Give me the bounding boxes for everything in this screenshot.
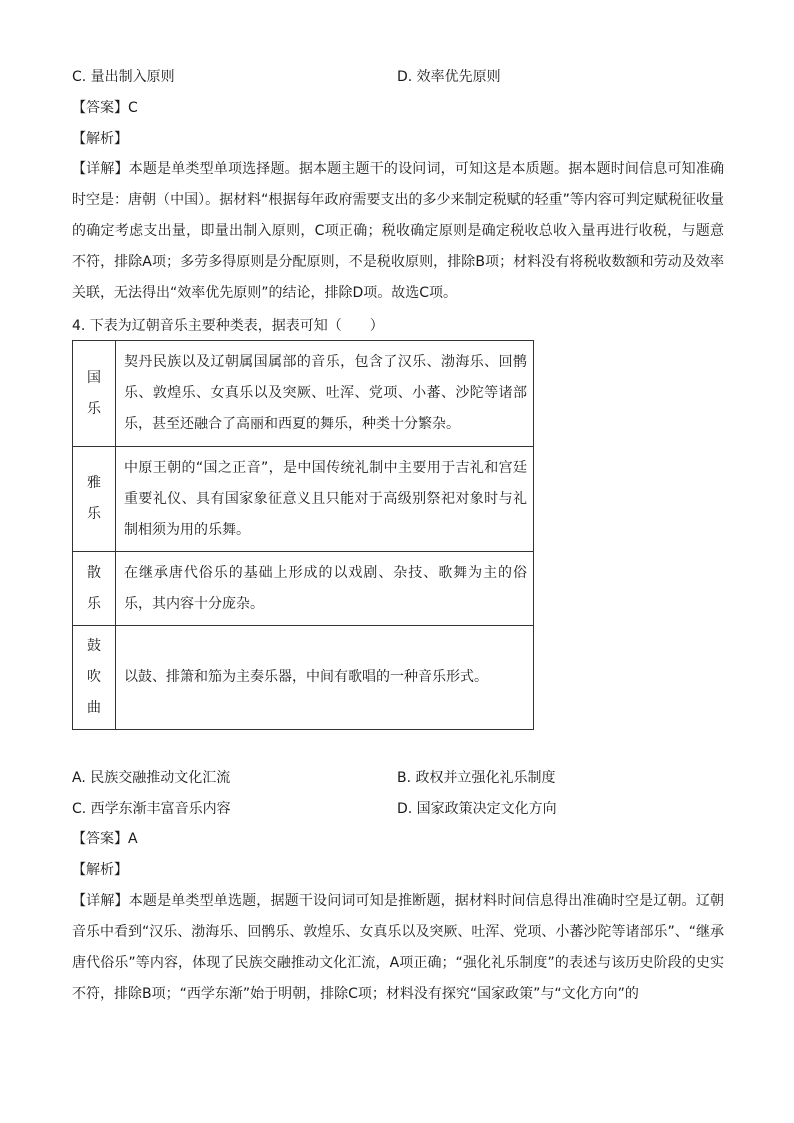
category-char: 鼓 — [87, 638, 101, 654]
category-cell — [73, 341, 116, 447]
category-cell — [73, 552, 116, 626]
table-row — [73, 341, 534, 447]
table-row — [73, 552, 534, 626]
description-cell: 契丹民族以及辽朝属国属部的音乐，包含了汉乐、渤海乐、回鹘乐、敦煌乐、女真乐以及突厥、吐浑、党项、小蕃、沙陀等诸部乐，甚至还融合了高丽和西夏的舞乐，种类十分繁杂。 — [116, 341, 534, 447]
category-char: 乐 — [87, 400, 101, 417]
q4-option-c: C. 西学东渐丰富音乐内容 — [72, 801, 231, 817]
table-row — [73, 447, 534, 552]
category-char: 吹 — [87, 669, 101, 685]
q4-option-a: A. 民族交融推动文化汇流 — [72, 770, 231, 786]
q3-detail: 【详解】本题是单类型单项选择题。据本题主题干的设问词，可知这是本质题。据本题时间信息可知准确时空是：唐朝（中国）。据材料“根据每年政府需要支出的多少来制定税赋的轻重”等内容可判定赋税征收量的确定考虑支出量，即量出制入原则，C项正确；税收确定原则是确定税收总收入量再进行收税，与题意不符，排除A项；多劳多得原则是分配原则，不是税收原则，排除B项；材料没有将税收数额和劳动及效率关联，无法得出“效率优先原则”的结论，排除D项。故选C项。 — [72, 161, 724, 301]
description-cell: 在继承唐代俗乐的基础上形成的以戏剧、杂技、歌舞为主的俗乐，其内容十分庞杂。 — [116, 552, 534, 626]
q4-detail: 【详解】本题是单类型单选题，据题干设问词可知是推断题，据材料时间信息得出准确时空是辽朝。辽朝音乐中看到“汉乐、渤海乐、回鹘乐、敦煌乐、女真乐以及突厥、吐浑、党项、小蕃沙陀等诸部乐”、“继承唐代俗乐”等内容，体现了民族交融推动文化汇流，A项正确；“强化礼乐制度”的表述与该历史阶段的史实不符，排除B项；“西学东渐”始于明朝，排除C项；材料没有探究“国家政策”与“文化方向”的 — [72, 893, 724, 1002]
category-cell — [73, 447, 116, 552]
q4-option-b: B. 政权并立强化礼乐制度 — [397, 770, 556, 786]
category-char: 散 — [87, 564, 101, 581]
q4-stem: 4. 下表为辽朝音乐主要种类表，据表可知（ ） — [72, 318, 384, 334]
q4-option-d: D. 国家政策决定文化方向 — [397, 801, 557, 817]
description-cell: 以鼓、排箫和笳为主奏乐器，中间有歌唱的一种音乐形式。 — [116, 626, 534, 730]
q3-answer: 【答案】C — [72, 100, 138, 116]
description-cell: 中原王朝的“国之正音”，是中国传统礼制中主要用于吉礼和宫廷重要礼仪、具有国家象征意义且只能对于高级别祭祀对象时与礼制相须为用的乐舞。 — [116, 447, 534, 552]
table-row — [73, 626, 534, 730]
category-char: 国 — [87, 369, 101, 386]
category-char: 乐 — [87, 595, 101, 612]
q3-analysis-label: 【解析】 — [72, 131, 128, 147]
category-cell — [73, 626, 116, 730]
music-types-table — [72, 340, 534, 730]
q3-option-d: D. 效率优先原则 — [397, 69, 501, 85]
category-char: 曲 — [87, 700, 101, 716]
q4-analysis-label: 【解析】 — [72, 862, 128, 878]
category-char: 乐 — [87, 506, 101, 522]
category-char: 雅 — [87, 475, 101, 491]
q3-option-c: C. 量出制入原则 — [72, 69, 175, 85]
q4-answer: 【答案】A — [72, 831, 138, 847]
